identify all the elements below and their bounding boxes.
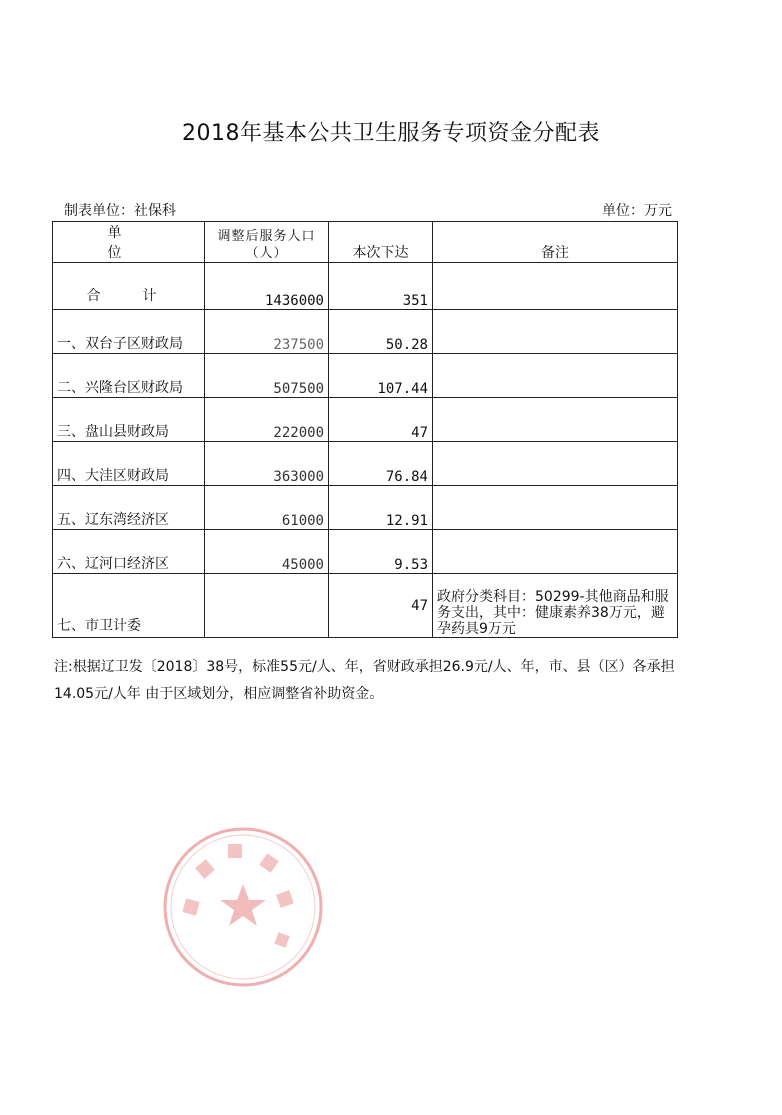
header-population: 调整后服务人口 （人） (205, 222, 329, 263)
table-row (53, 310, 678, 354)
row-unit: 六、辽河口经济区 (53, 530, 205, 574)
row-population: 45000 (205, 530, 329, 574)
row-note (433, 530, 678, 574)
row-amount: 107.44 (329, 354, 433, 398)
row-amount: 47 (329, 398, 433, 442)
row-population: 507500 (205, 354, 329, 398)
row-amount: 12.91 (329, 486, 433, 530)
header-amount: 本次下达 (329, 222, 433, 263)
table-row (53, 574, 678, 638)
total-amount: 351 (329, 263, 433, 310)
row-note (433, 398, 678, 442)
row-note: 政府分类科目：50299-其他商品和服务支出，其中：健康素养38万元，避孕药具9万元 (433, 574, 678, 638)
table-row (53, 530, 678, 574)
row-unit: 二、兴隆台区财政局 (53, 354, 205, 398)
table-row (53, 398, 678, 442)
row-note (433, 354, 678, 398)
total-population: 1436000 (205, 263, 329, 310)
table-header-row (53, 222, 678, 263)
unit-label: 单位：万元 (602, 203, 672, 219)
row-unit: 一、双台子区财政局 (53, 310, 205, 354)
table-row (53, 486, 678, 530)
prepared-by: 制表单位：社保科 (64, 203, 176, 219)
row-unit: 七、市卫计委 (53, 574, 205, 638)
header-unit: 单 位 (53, 222, 205, 263)
row-population: 61000 (205, 486, 329, 530)
row-population: 222000 (205, 398, 329, 442)
row-note (433, 486, 678, 530)
row-population: 363000 (205, 442, 329, 486)
table-row (53, 354, 678, 398)
row-unit: 三、盘山县财政局 (53, 398, 205, 442)
total-row (53, 263, 678, 310)
row-unit: 四、大洼区财政局 (53, 442, 205, 486)
total-note (433, 263, 678, 310)
row-population (205, 574, 329, 638)
row-amount: 76.84 (329, 442, 433, 486)
table-row (53, 442, 678, 486)
row-population: 237500 (205, 310, 329, 354)
page-title: 2018年基本公共卫生服务专项资金分配表 (182, 121, 600, 146)
row-unit: 五、辽东湾经济区 (53, 486, 205, 530)
row-amount: 47 (329, 574, 433, 638)
header-note: 备注 (433, 222, 678, 263)
allocation-table (52, 221, 678, 638)
row-amount: 9.53 (329, 530, 433, 574)
row-note (433, 310, 678, 354)
row-amount: 50.28 (329, 310, 433, 354)
row-note (433, 442, 678, 486)
official-seal (158, 822, 328, 992)
total-label: 合 计 (53, 263, 205, 310)
footnote: 注:根据辽卫发〔2018〕38号，标准55元/人、年，省财政承担26.9元/人、年，市、县（区）各承担14.05元/人年 由于区域划分，相应调整省补助资金。 (54, 659, 675, 702)
